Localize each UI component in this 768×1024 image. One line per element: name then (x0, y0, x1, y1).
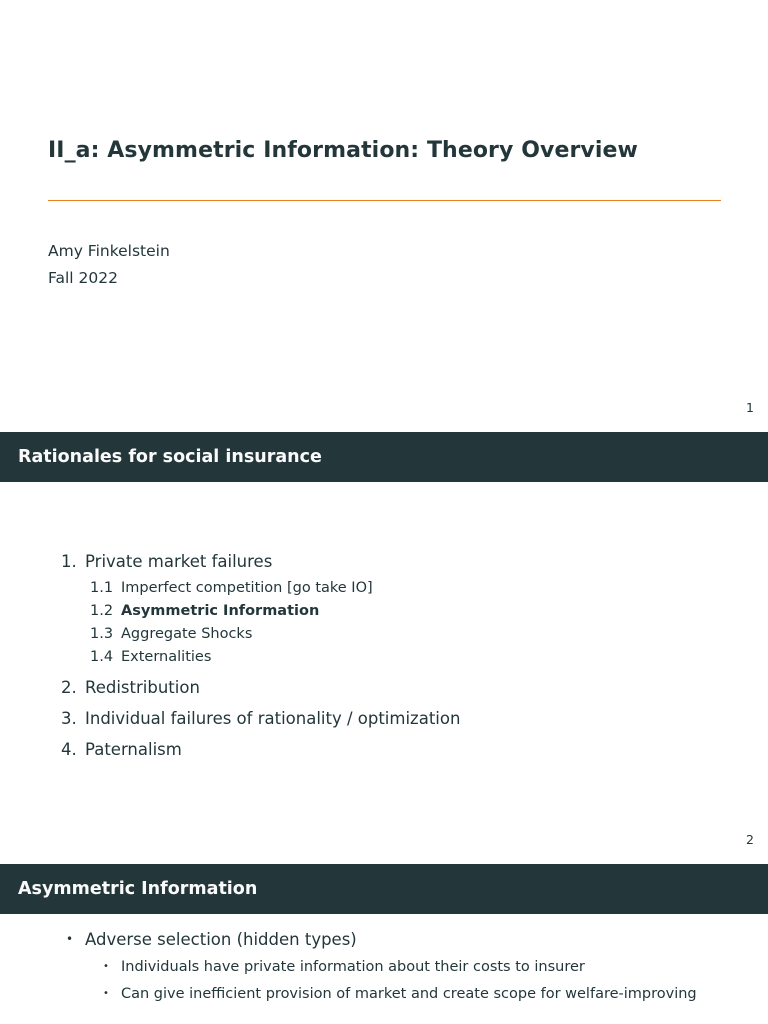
item-label: Individual failures of rationality / optimization (85, 709, 461, 728)
item-number: 3. (61, 709, 77, 728)
sub-item (90, 646, 460, 669)
presentation-title: II_a: Asymmetric Information: Theory Overview (48, 138, 638, 163)
item-number: 4. (61, 740, 77, 759)
bullet-item (66, 928, 697, 951)
rationales-slide (0, 432, 768, 864)
page-number: 2 (746, 832, 754, 847)
list-item (61, 708, 460, 739)
sub-item-number: 1.1 (90, 580, 114, 596)
sub-list (90, 577, 460, 669)
sub-bullet-item (103, 983, 697, 1005)
bullet-icon: • (66, 932, 74, 946)
asymmetric-information-slide (0, 864, 768, 1024)
item-label: Redistribution (85, 678, 200, 697)
bullet-label: Adverse selection (hidden types) (85, 930, 357, 949)
sub-bullet-label: Can give inefficient provision of market and create scope for welfare-improving (121, 986, 697, 1002)
title-divider (48, 200, 721, 201)
list-item (61, 677, 460, 708)
sub-item-label: Imperfect competition [go take IO] (121, 580, 373, 596)
sub-item-label-emphasized: Asymmetric Information (121, 603, 320, 619)
sub-item-number: 1.2 (90, 603, 114, 619)
bullet-icon: • (103, 961, 109, 972)
frame-title: Asymmetric Information (0, 864, 768, 914)
sub-bullet-item (103, 956, 697, 978)
sub-item (90, 600, 460, 623)
sub-item (90, 623, 460, 646)
title-slide (0, 0, 768, 432)
sub-item-label: Aggregate Shocks (121, 626, 253, 642)
bullet-icon: • (103, 988, 109, 999)
sub-item-label: Externalities (121, 649, 212, 665)
frame-title: Rationales for social insurance (0, 432, 768, 482)
page-number: 1 (746, 400, 754, 415)
item-number: 1. (61, 552, 77, 571)
sub-item (90, 577, 460, 600)
enumerated-list (61, 551, 460, 770)
sub-item-number: 1.3 (90, 626, 114, 642)
item-label: Private market failures (85, 552, 273, 571)
sub-bullet-label: Individuals have private information about their costs to insurer (121, 959, 585, 975)
date: Fall 2022 (48, 269, 118, 287)
list-item (61, 739, 460, 770)
sub-item-number: 1.4 (90, 649, 114, 665)
author: Amy Finkelstein (48, 242, 170, 260)
bullet-list (66, 928, 697, 1005)
item-number: 2. (61, 678, 77, 697)
item-label: Paternalism (85, 740, 182, 759)
